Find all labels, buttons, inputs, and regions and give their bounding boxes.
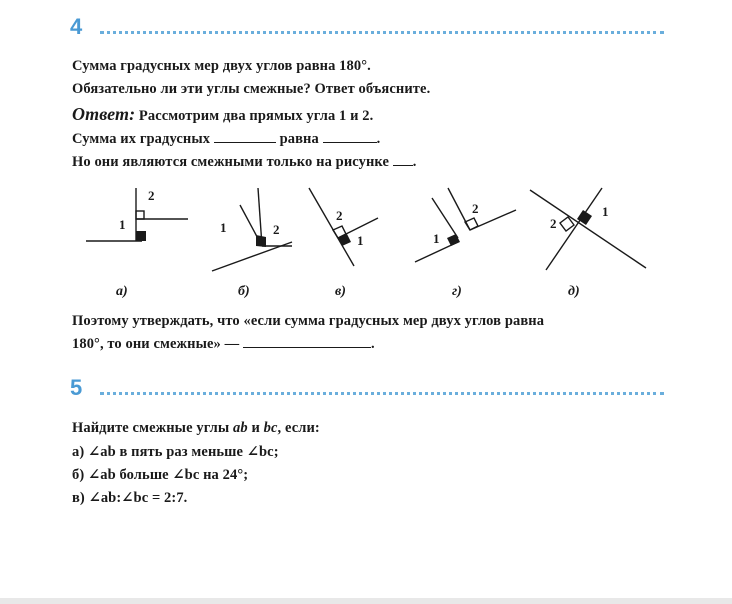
figure-e-label-2: 2 — [550, 216, 557, 231]
figure-d — [415, 188, 516, 262]
figure-e-label-1: 1 — [602, 204, 609, 219]
task-5-number: 5 — [70, 375, 83, 400]
answer-label: Ответ: — [72, 104, 136, 124]
task-5-text-and: и — [247, 420, 264, 436]
figure-a — [86, 188, 188, 241]
task-5-item-c: в) ∠ab:∠bc = 2:7. — [72, 490, 188, 506]
dotted-divider — [100, 31, 664, 34]
blank-sum[interactable] — [214, 132, 276, 143]
task-5-text-b: , если: — [277, 420, 320, 436]
blank-figure[interactable] — [393, 155, 413, 166]
figure-d-label-1: 1 — [433, 231, 440, 246]
line-5-text: Но они являются смежными только на рисунке — [72, 154, 390, 170]
task-4-line-2: Обязательно ли эти углы смежные? Ответ объясните. — [72, 81, 431, 97]
line-4-text-a: Сумма их градусных — [72, 131, 211, 147]
caption-c: в) — [335, 284, 346, 299]
task-5-item-a: а) ∠ab в пять раз меньше ∠bc; — [72, 444, 279, 460]
figure-c-label-1: 1 — [357, 233, 364, 248]
figure-b-label-1: 1 — [220, 220, 227, 235]
task-4-line-3 — [72, 104, 373, 125]
figure-c — [309, 188, 378, 266]
var-ab: ab — [233, 420, 248, 436]
figure-a-label-1: 1 — [119, 217, 126, 232]
task-5-item-b: б) ∠ab больше ∠bc на 24°; — [72, 467, 249, 483]
dotted-divider — [100, 392, 664, 395]
line-7-end: . — [370, 336, 375, 352]
blank-conclusion[interactable] — [243, 337, 371, 348]
figure-a-label-2: 2 — [148, 188, 155, 203]
figure-e — [530, 188, 646, 270]
bottom-edge — [0, 598, 732, 604]
caption-e: д) — [568, 284, 580, 299]
task-4-line-7 — [72, 336, 375, 353]
task-5-text-a: Найдите смежные углы — [72, 420, 234, 436]
line-5-end: . — [412, 154, 417, 170]
angle-figures — [70, 180, 670, 280]
line-4-text-c: . — [376, 131, 381, 147]
task-4-header — [70, 14, 664, 44]
caption-b: б) — [238, 284, 250, 299]
figure-c-label-2: 2 — [336, 208, 343, 223]
line-7-text: 180°, то они смежные» — — [72, 336, 240, 352]
figure-b — [212, 188, 292, 271]
caption-a: а) — [116, 284, 128, 299]
line-4-text-b: равна — [279, 131, 319, 147]
task-4-line-1: Сумма градусных мер двух углов равна 180°. — [72, 58, 371, 74]
answer-text: Рассмотрим два прямых угла 1 и 2. — [138, 108, 374, 124]
task-4-number: 4 — [70, 14, 83, 39]
task-4-line-6: Поэтому утверждать, что «если сумма градусных мер двух углов равна — [72, 313, 545, 329]
task-5-header — [70, 375, 664, 405]
figure-d-label-2: 2 — [472, 201, 479, 216]
blank-equals[interactable] — [323, 132, 377, 143]
var-bc: bc — [263, 420, 278, 436]
task-4-line-4 — [72, 131, 380, 148]
task-5-line-1 — [72, 420, 320, 437]
caption-d: г) — [452, 284, 462, 299]
figure-b-label-2: 2 — [273, 222, 280, 237]
task-4-line-5 — [72, 154, 417, 171]
